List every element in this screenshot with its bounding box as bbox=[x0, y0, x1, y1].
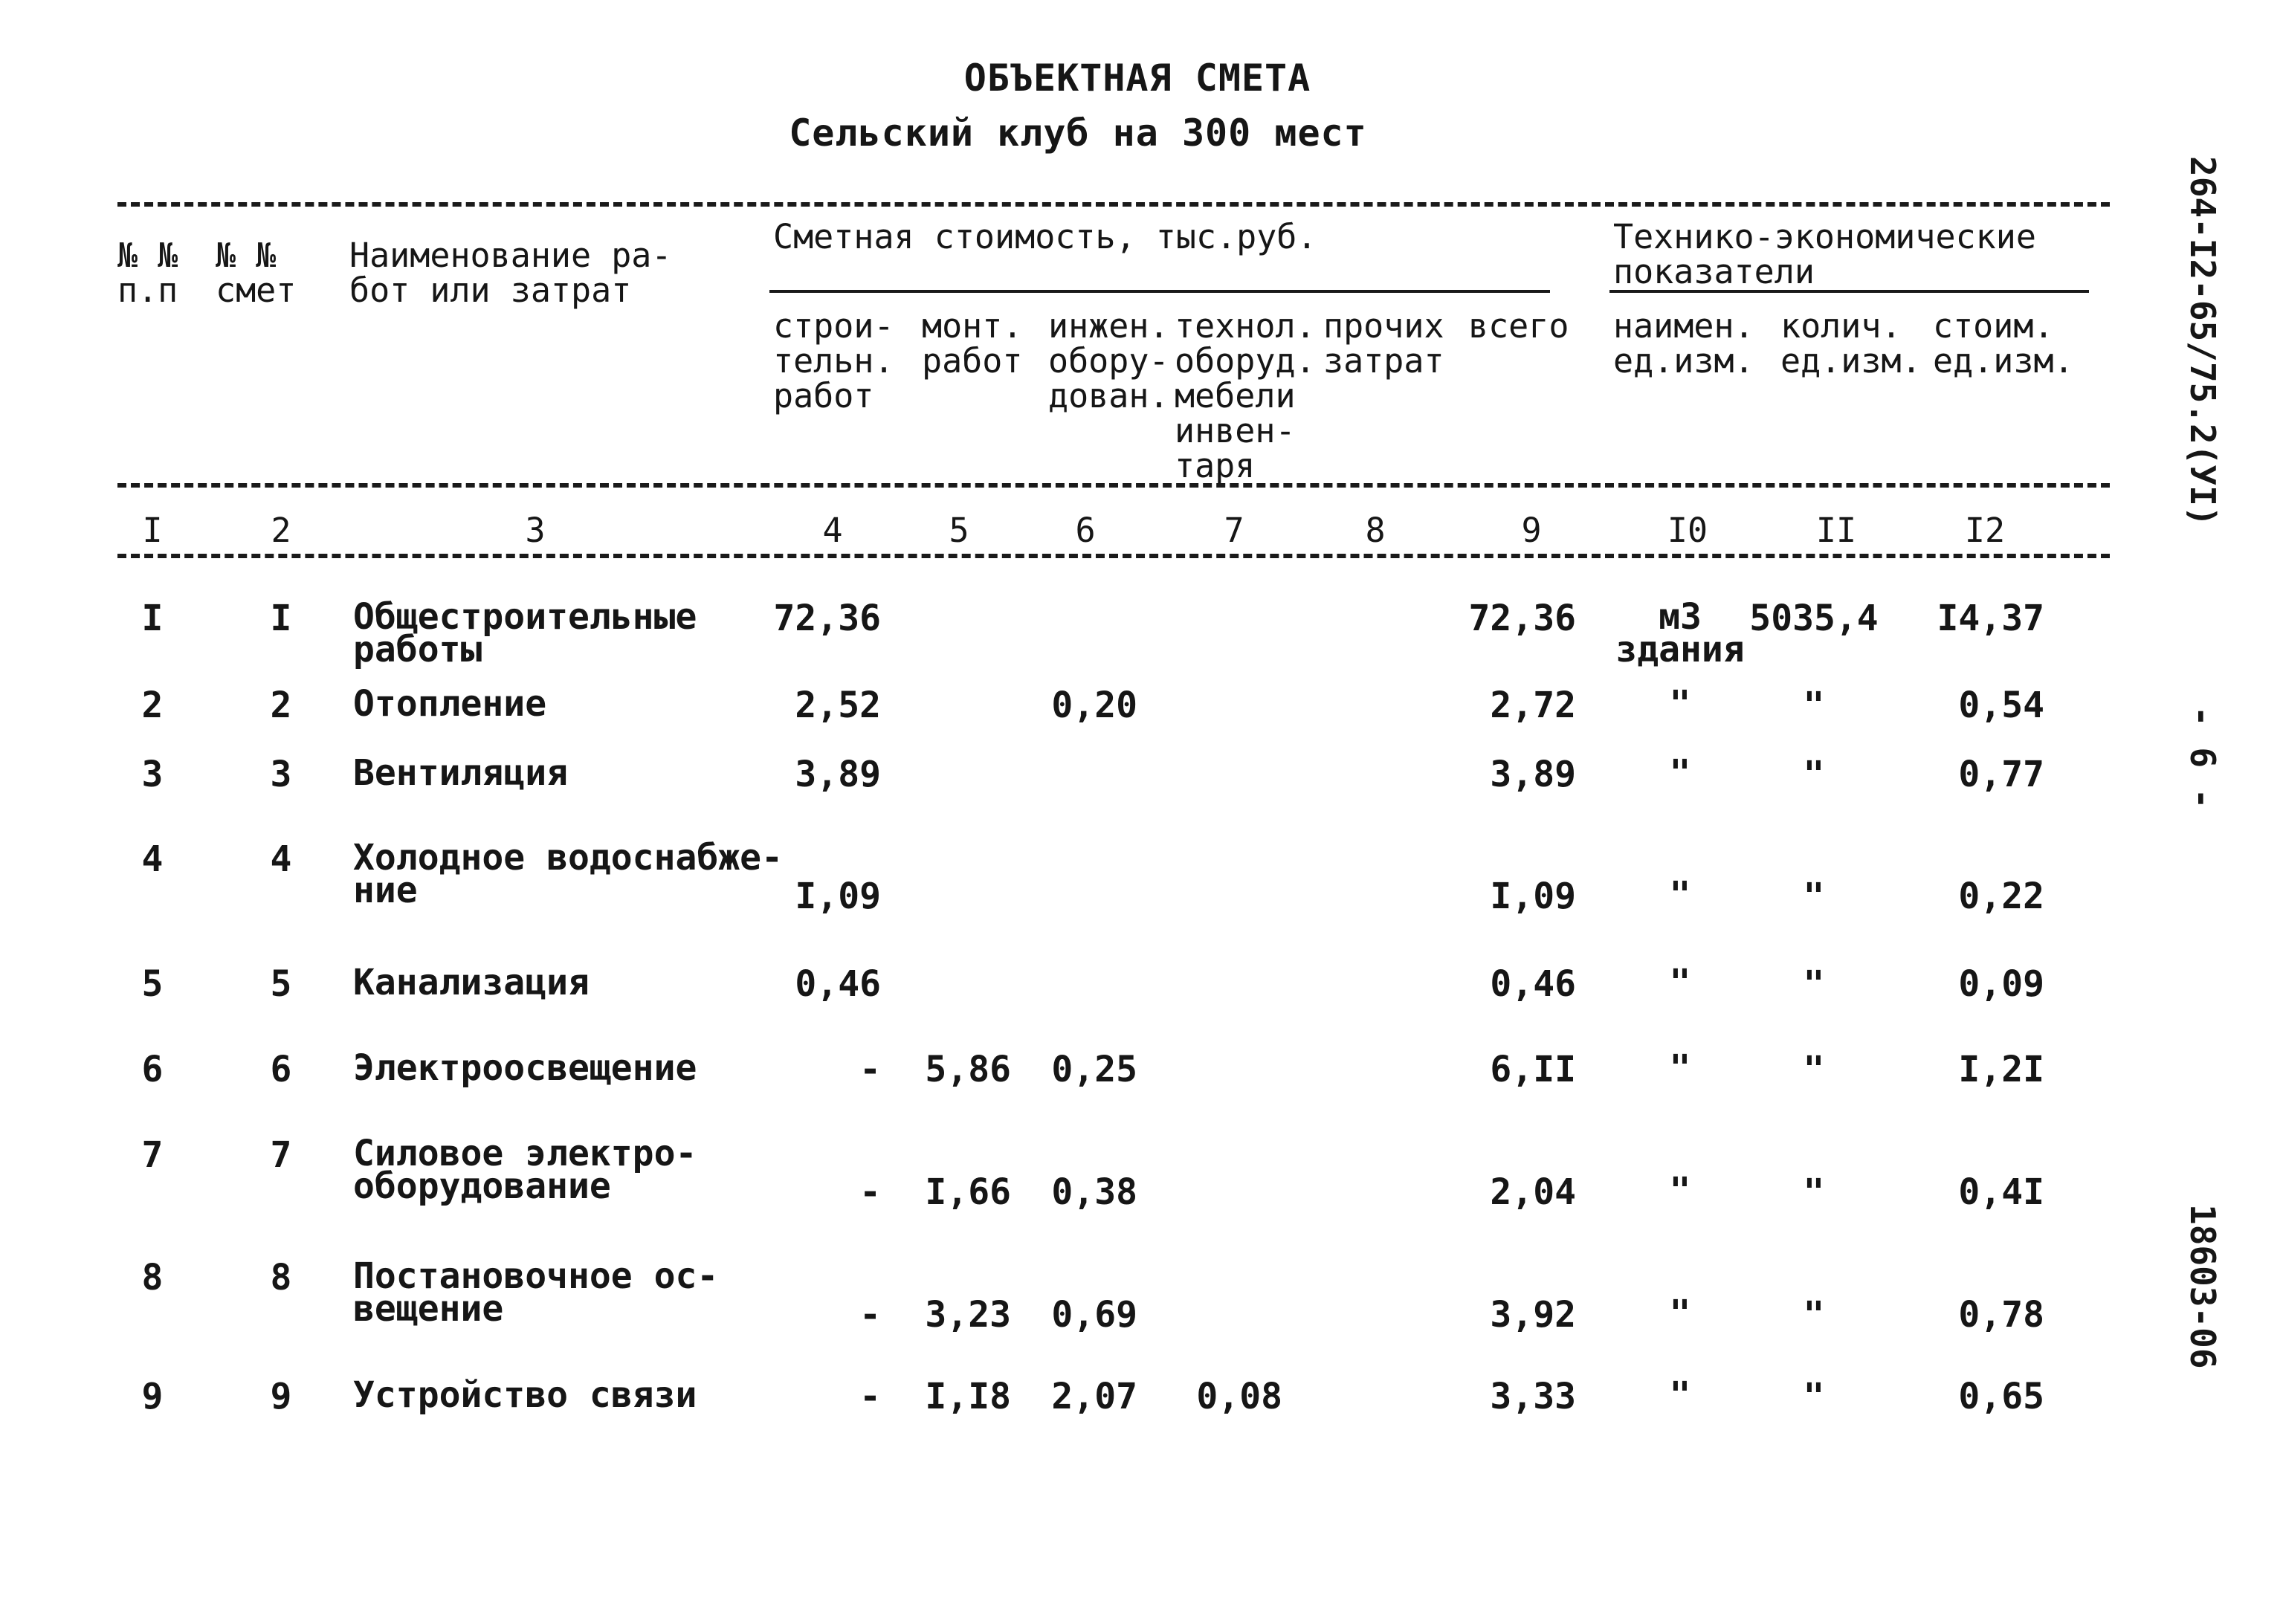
cell-name: Электроосвещение bbox=[353, 1047, 697, 1089]
cell-name: Постановочное ос- вещение bbox=[353, 1255, 719, 1330]
cell-qty: 5035,4 bbox=[1749, 598, 1879, 639]
cell-unit: " bbox=[1669, 1170, 1691, 1211]
cell-unit: " bbox=[1669, 874, 1691, 916]
column-number: 4 bbox=[822, 511, 843, 550]
cell-qty: " bbox=[1803, 1376, 1825, 1417]
cell-mount: I,66 bbox=[925, 1171, 1011, 1213]
cell-n: 2 bbox=[141, 685, 164, 726]
cell-qty: " bbox=[1803, 685, 1825, 726]
column-number: I0 bbox=[1667, 511, 1708, 550]
cell-name: Холодное водоснабже- ние bbox=[353, 837, 783, 911]
cell-total: 6,II bbox=[1490, 1049, 1576, 1090]
cell-s: 9 bbox=[270, 1376, 292, 1417]
cell-mount: 3,23 bbox=[925, 1294, 1011, 1336]
cell-total: 2,72 bbox=[1490, 685, 1576, 726]
cell-s: 2 bbox=[270, 685, 292, 726]
cell-eng: 0,38 bbox=[1051, 1171, 1137, 1213]
cell-total: 3,33 bbox=[1490, 1376, 1576, 1417]
column-number: 5 bbox=[949, 511, 969, 550]
cell-qty: " bbox=[1803, 963, 1825, 1005]
cell-unitcost: 0,09 bbox=[1958, 963, 2044, 1005]
cell-unit: м3 здания bbox=[1615, 596, 1745, 670]
header-estimate: № № смет bbox=[216, 236, 297, 310]
cell-qty: " bbox=[1803, 1294, 1825, 1336]
cell-name: Отопление bbox=[353, 683, 547, 725]
header-unit-cost: стоим. ед.изм. bbox=[1933, 306, 2074, 381]
cell-build: - bbox=[859, 1294, 881, 1336]
cell-mount: 5,86 bbox=[925, 1049, 1011, 1090]
cell-name: Канализация bbox=[353, 962, 590, 1003]
cell-unitcost: I,2I bbox=[1958, 1049, 2044, 1090]
cell-build: - bbox=[859, 1376, 881, 1417]
cell-s: 6 bbox=[270, 1049, 292, 1090]
column-number: 9 bbox=[1521, 511, 1542, 550]
cell-unitcost: 0,65 bbox=[1958, 1376, 2044, 1417]
cell-n: 6 bbox=[141, 1049, 164, 1090]
header-other: прочих затрат bbox=[1323, 306, 1444, 381]
cell-unit: " bbox=[1669, 752, 1691, 794]
cell-s: 7 bbox=[270, 1134, 292, 1176]
cell-eng: 0,25 bbox=[1051, 1049, 1137, 1090]
cell-build: 0,46 bbox=[795, 963, 881, 1005]
header-mount: монт. работ bbox=[922, 306, 1023, 381]
cell-total: 3,89 bbox=[1490, 754, 1576, 795]
cell-name: Устройство связи bbox=[353, 1374, 697, 1416]
column-number: 3 bbox=[525, 511, 546, 550]
column-number: 7 bbox=[1224, 511, 1244, 550]
cell-unitcost: 0,54 bbox=[1958, 685, 2044, 726]
cell-unit: " bbox=[1669, 1047, 1691, 1089]
cell-qty: " bbox=[1803, 1171, 1825, 1213]
cell-unit: " bbox=[1669, 1374, 1691, 1416]
header-tech-group: Технико-экономические показатели bbox=[1613, 217, 2036, 291]
column-number: 6 bbox=[1075, 511, 1096, 550]
cell-total: 2,04 bbox=[1490, 1171, 1576, 1213]
header-bottom-rule bbox=[117, 483, 2110, 488]
column-number: 8 bbox=[1365, 511, 1386, 550]
page-label: - 6 - bbox=[2183, 706, 2223, 809]
cell-s: 3 bbox=[270, 754, 292, 795]
cell-n: 8 bbox=[141, 1257, 164, 1298]
cell-eng: 2,07 bbox=[1051, 1376, 1137, 1417]
cell-s: I bbox=[270, 598, 292, 639]
cell-total: 0,46 bbox=[1490, 963, 1576, 1005]
header-qty: колич. ед.изм. bbox=[1780, 306, 1922, 381]
cell-total: 72,36 bbox=[1468, 598, 1576, 639]
cell-unitcost: 0,4I bbox=[1958, 1171, 2044, 1213]
cell-n: 9 bbox=[141, 1376, 164, 1417]
cell-qty: " bbox=[1803, 754, 1825, 795]
cell-unit: " bbox=[1669, 962, 1691, 1003]
cell-eng: 0,69 bbox=[1051, 1294, 1137, 1336]
cell-unitcost: 0,77 bbox=[1958, 754, 2044, 795]
cell-qty: " bbox=[1803, 1049, 1825, 1090]
header-eng: инжен. обору- дован. bbox=[1048, 306, 1169, 415]
header-num: № № п.п bbox=[117, 236, 178, 310]
cell-unitcost: 0,22 bbox=[1958, 876, 2044, 917]
cell-mount: I,I8 bbox=[925, 1376, 1011, 1417]
cell-build: - bbox=[859, 1049, 881, 1090]
cell-n: 3 bbox=[141, 754, 164, 795]
side-code: 264-I2-65/75.2(УI) bbox=[2183, 156, 2223, 527]
cell-eng: 0,20 bbox=[1051, 685, 1137, 726]
cell-total: I,09 bbox=[1490, 876, 1576, 917]
cell-unitcost: 0,78 bbox=[1958, 1294, 2044, 1336]
column-number: I bbox=[142, 511, 163, 550]
cell-n: I bbox=[141, 598, 164, 639]
header-tech: технол. оборуд. мебели инвен- таря bbox=[1175, 306, 1316, 485]
header-unit-name: наимен. ед.изм. bbox=[1613, 306, 1754, 381]
cell-s: 5 bbox=[270, 963, 292, 1005]
header-cost-group: Сметная стоимость, тыс.руб. bbox=[773, 217, 1317, 256]
cell-name: Силовое электро- оборудование bbox=[353, 1133, 697, 1207]
cell-s: 4 bbox=[270, 838, 292, 880]
header-name: Наименование ра- бот или затрат bbox=[349, 236, 672, 310]
cell-build: - bbox=[859, 1171, 881, 1213]
cell-n: 5 bbox=[141, 963, 164, 1005]
cell-build: 2,52 bbox=[795, 685, 881, 726]
document-title: ОБЪЕКТНАЯ СМЕТА bbox=[963, 56, 1311, 100]
cell-s: 8 bbox=[270, 1257, 292, 1298]
column-number: I2 bbox=[1964, 511, 2006, 550]
header-total: всего bbox=[1468, 306, 1569, 346]
document-subtitle: Сельский клуб на 300 мест bbox=[789, 111, 1367, 155]
cell-qty: " bbox=[1803, 876, 1825, 917]
cell-n: 4 bbox=[141, 838, 164, 880]
column-number: 2 bbox=[271, 511, 291, 550]
cell-name: Вентиляция bbox=[353, 752, 568, 794]
cell-build: I,09 bbox=[795, 876, 881, 917]
cell-total: 3,92 bbox=[1490, 1294, 1576, 1336]
header-build: строи- тельн. работ bbox=[773, 306, 894, 415]
cell-name: Общестроительные работы bbox=[353, 596, 697, 670]
cell-unit: " bbox=[1669, 1293, 1691, 1334]
cell-build: 3,89 bbox=[795, 754, 881, 795]
cell-unit: " bbox=[1669, 683, 1691, 725]
cell-tech: 0,08 bbox=[1196, 1376, 1282, 1417]
archive-number: 18603-06 bbox=[2183, 1204, 2223, 1369]
column-number: II bbox=[1815, 511, 1857, 550]
cell-unitcost: I4,37 bbox=[1937, 598, 2044, 639]
cell-build: 72,36 bbox=[773, 598, 881, 639]
header-top-rule bbox=[117, 202, 2110, 207]
cell-n: 7 bbox=[141, 1134, 164, 1176]
column-number-rule bbox=[117, 554, 2110, 558]
cost-group-rule bbox=[769, 290, 1550, 293]
